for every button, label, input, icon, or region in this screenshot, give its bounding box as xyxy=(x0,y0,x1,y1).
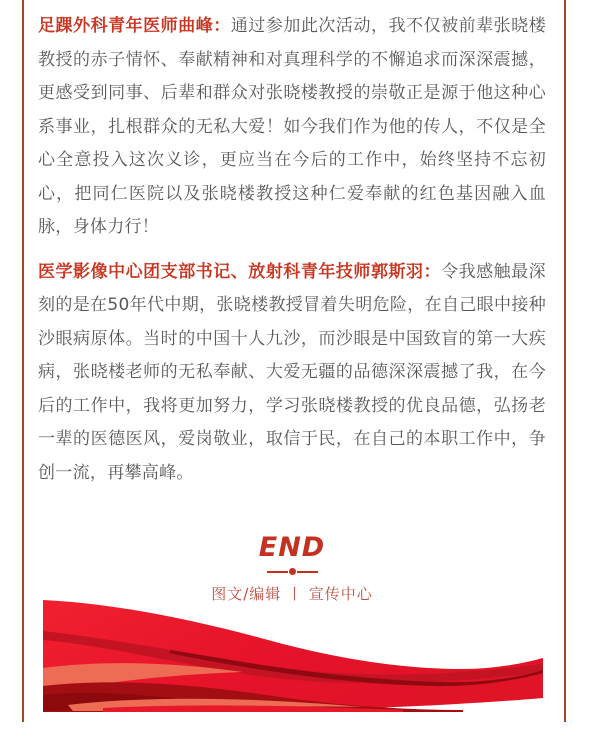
speaker-name-lead: 足踝外科青年医师曲峰： xyxy=(38,16,231,36)
end-marker: END xyxy=(258,532,326,563)
right-border-line xyxy=(564,0,566,722)
divider-dot xyxy=(289,568,296,575)
left-border-line xyxy=(22,0,24,722)
speaker-name-lead: 医学影像中心团支部书记、放射科青年技师郭斯羽： xyxy=(38,261,442,282)
testimonial-text: 通过参加此次活动，我不仅被前辈张晓楼教授的赤子情怀、奉献精神和对真理科学的不懈追求而深深震撼，更感受到同事、后辈和群众对张晓楼教授的崇敬正是源于他这种心系事业，扎根群众的无私大爱！如今我们作为他的传人，不仅是全心全意投入这次义诊，更应当在今后的工作中，始终坚持不忘初心，把同仁医院以及张晓楼教授这种仁爱奉献的红色基因融入血脉，身体力行！ xyxy=(38,16,546,237)
article-body xyxy=(38,0,546,604)
red-silk-wave-illustration xyxy=(43,598,543,713)
end-divider-icon xyxy=(38,568,546,575)
testimonial-paragraph xyxy=(38,256,546,491)
end-section xyxy=(38,533,546,604)
testimonial-text: 令我感触最深刻的是在50年代中期，张晓楼教授冒着失明危险，在自己眼中接种沙眼病原体。当时的中国十人九沙，而沙眼是中国致盲的第一大疾病，张晓楼老师的无私奉献、大爱无疆的品德深深震撼了我，在今后的工作中，我将更加努力，学习张晓楼教授的优良品德，弘扬老一辈的医德医风，爱岗敬业，取信于民，在自己的本职工作中，争创一流，再攀高峰。 xyxy=(38,261,546,483)
divider-line-left xyxy=(267,571,288,573)
credit-line: 图文/编辑 丨 宣传中心 xyxy=(211,585,373,603)
testimonial-paragraph xyxy=(38,10,546,245)
divider-line-right xyxy=(297,571,318,573)
red-ribbon-graphic xyxy=(43,598,543,713)
